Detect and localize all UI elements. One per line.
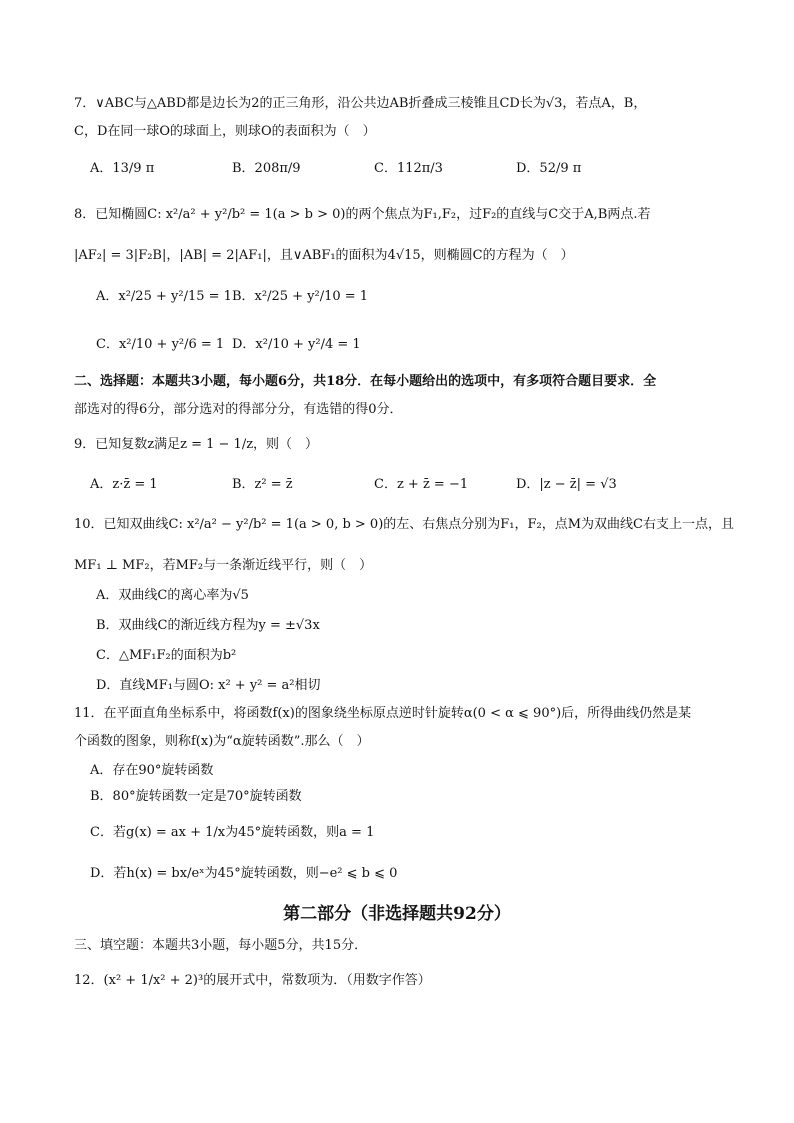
q7-option-c: C．112π/3 xyxy=(374,161,443,176)
q10-option-b: B．双曲线C的渐近线方程为y = ±√3x xyxy=(96,618,320,633)
q9-option-b: B．z² = z̄ xyxy=(232,477,293,492)
q8-line1: 8．已知椭圆C: x²/a² + y²/b² = 1(a > b > 0)的两个焦点为F₁,F₂，过F₂的直线与C交于A,B两点.若 xyxy=(74,207,651,222)
q8-option-c: C．x²/10 + y²/6 = 1 xyxy=(96,337,225,352)
q7-option-d: D．52/9 π xyxy=(516,161,582,176)
q11-option-b: B．80°旋转函数一定是70°旋转函数 xyxy=(90,789,302,804)
q9-line1: 9．已知复数z满足z = 1 − 1/z，则（ ） xyxy=(74,437,319,452)
q10-line2: MF₁ ⊥ MF₂，若MF₂与一条渐近线平行，则（ ） xyxy=(74,558,373,573)
q8-option-b: B．x²/25 + y²/10 = 1 xyxy=(232,289,369,304)
q8-option-a: A．x²/25 + y²/15 = 1 xyxy=(96,289,232,304)
q9-option-d: D．|z − z̄| = √3 xyxy=(516,477,617,492)
section2-line1: 二、选择题：本题共3小题，每小题6分，共18分．在每小题给出的选项中，有多项符合题目要求．全 xyxy=(74,374,657,389)
q7-line1: 7．∨ABC与△ABD都是边长为2的正三角形，沿公共边AB折叠成三棱锥且CD长为√3，若点A，B， xyxy=(74,96,647,111)
q11-option-d: D．若h(x) = bx/eˣ为45°旋转函数，则−e² ⩽ b ⩽ 0 xyxy=(90,866,398,881)
q7-option-b: B．208π/9 xyxy=(232,161,301,176)
q11-option-c: C．若g(x) = ax + 1/x为45°旋转函数，则a = 1 xyxy=(90,825,375,840)
q8-line2: |AF₂| = 3|F₂B|，|AB| = 2|AF₁|，且∨ABF₁的面积为4√15，则椭圆C的方程为（ ） xyxy=(74,248,574,263)
q10-option-d: D．直线MF₁与圆O: x² + y² = a²相切 xyxy=(96,678,321,693)
q7-line2: C，D在同一球O的球面上，则球O的表面积为（ ） xyxy=(74,124,376,139)
q10-option-a: A．双曲线C的离心率为√5 xyxy=(96,588,249,603)
section2-line2: 部选对的得6分，部分选对的得部分分，有选错的得0分． xyxy=(74,402,403,417)
q10-line1: 10．已知双曲线C: x²/a² − y²/b² = 1(a > 0, b > 0)的左、右焦点分别为F₁，F₂，点M为双曲线C右支上一点，且 xyxy=(74,517,734,532)
q10-option-c: C．△MF₁F₂的面积为b² xyxy=(96,648,237,663)
section3-heading: 三、填空题：本题共3小题，每小题5分，共15分． xyxy=(74,938,368,953)
q8-option-d: D．x²/10 + y²/4 = 1 xyxy=(232,337,361,352)
q11-option-a: A．存在90°旋转函数 xyxy=(90,763,214,778)
q12-line: 12．(x² + 1/x² + 2)³的展开式中，常数项为．（用数字作答） xyxy=(74,973,431,988)
part2-title: 第二部分（非选择题共92分） xyxy=(283,904,511,924)
q9-option-a: A．z·z̄ = 1 xyxy=(90,477,158,492)
q11-line1: 11．在平面直角坐标系中，将函数f(x)的图象绕坐标原点逆时针旋转α(0 < α ⩽ 90°)后，所得曲线仍然是某 xyxy=(74,706,692,721)
q9-option-c: C．z + z̄ = −1 xyxy=(374,477,469,492)
q7-option-a: A．13/9 π xyxy=(90,161,155,176)
q11-line2: 个函数的图象，则称f(x)为“α旋转函数”.那么（ ） xyxy=(74,734,370,749)
